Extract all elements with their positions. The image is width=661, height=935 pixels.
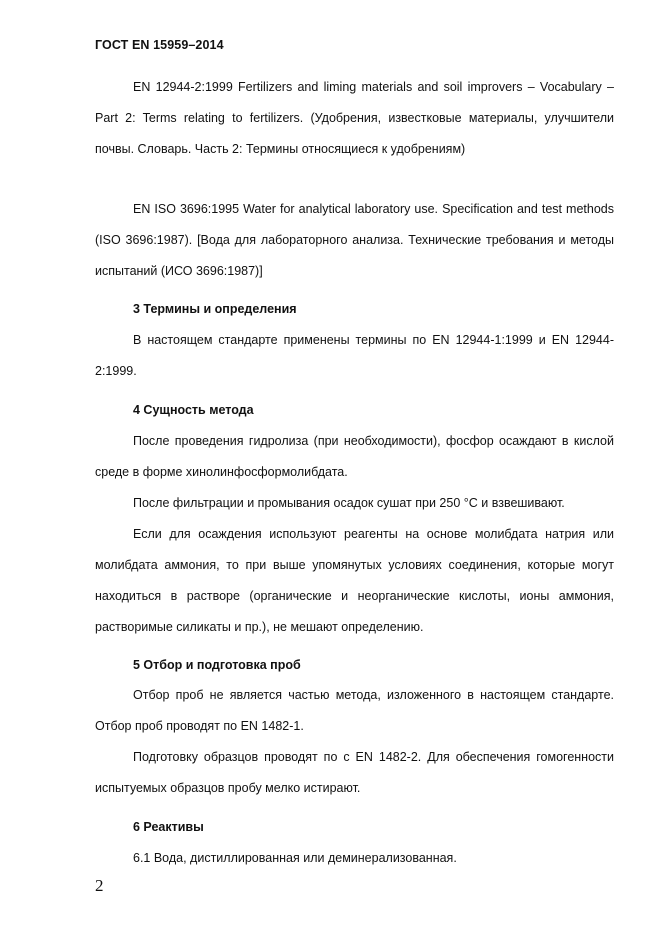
page-number: 2 — [95, 876, 104, 895]
section-5-heading: 5 Отбор и подготовка проб — [133, 658, 301, 672]
reference-en-12944-2: EN 12944-2:1999 Fertilizers and liming materials and soil improvers – Vocabulary – Part 2: Terms relating to fertilizers. (Удобрения, известковые материалы, улучшители почвы. Словарь. Часть 2: Термины относящиеся к удобрениям) — [95, 80, 614, 156]
section-3-heading: 3 Термины и определения — [133, 302, 297, 316]
section-3-paragraph: В настоящем стандарте применены термины по EN 12944-1:1999 и EN 12944-2:1999. — [95, 333, 614, 378]
reference-en-iso-3696: EN ISO 3696:1995 Water for analytical laboratory use. Specification and test methods (ISO 3696:1987). [Вода для лабораторного анализа. Технические требования и методы испытаний (ИСО 3696:1987)] — [95, 202, 614, 278]
section-5-paragraph-1: Отбор проб не является частью метода, изложенного в настоящем стандарте. Отбор проб проводят по EN 1482-1. — [95, 688, 614, 733]
section-6-heading: 6 Реактивы — [133, 820, 204, 834]
section-5-paragraph-2: Подготовку образцов проводят по с EN 1482-2. Для обеспечения гомогенности испытуемых образцов пробу мелко истирают. — [95, 750, 614, 795]
section-4-paragraph-3: Если для осаждения используют реагенты на основе молибдата натрия или молибдата аммония, то при выше упомянутых условиях соединения, которые могут находиться в растворе (органические и неорганические кислоты, ионы аммония, растворимые силикаты и пр.), не мешают определению. — [95, 527, 614, 634]
section-4-paragraph-2: После фильтрации и промывания осадок сушат при 250 °С и взвешивают. — [133, 496, 565, 510]
section-6-paragraph-1: 6.1 Вода, дистиллированная или деминерализованная. — [133, 851, 457, 865]
section-4-heading: 4 Сущность метода — [133, 403, 254, 417]
section-4-paragraph-1: После проведения гидролиза (при необходимости), фосфор осаждают в кислой среде в форме хинолинфосформолибдата. — [95, 434, 614, 479]
document-header-code: ГОСТ EN 15959–2014 — [95, 38, 224, 52]
